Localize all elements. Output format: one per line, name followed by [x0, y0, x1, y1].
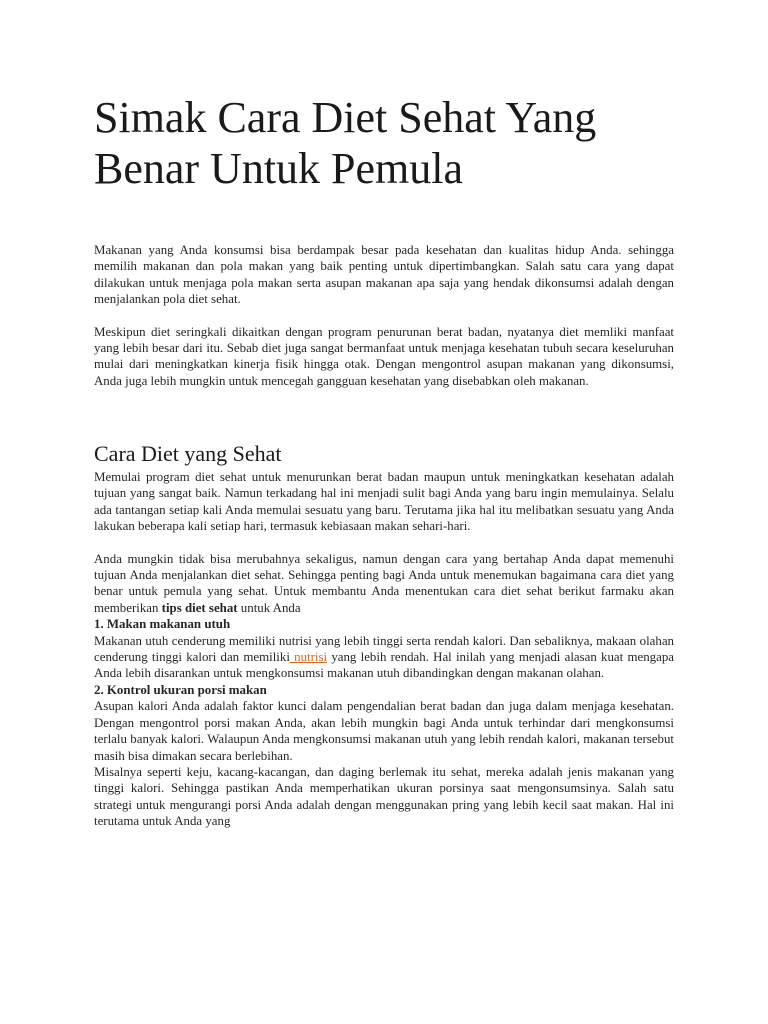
section-paragraph-2: [94, 551, 674, 617]
nutrisi-link[interactable]: nutrisi: [289, 650, 328, 665]
intro-paragraph-1: Makanan yang Anda konsumsi bisa berdampak besar pada kesehatan dan kualitas hidup Anda. sehingga memilih makanan dan pola makan yang baik penting untuk dipertimbangkan. Salah satu cara yang dapat dilakukan untuk menjaga pola makan serta asupan makanan apa saja yang hendak dikonsumsi adalah dengan menjalankan pola diet sehat.: [94, 243, 674, 307]
item-2-paragraph-2: Misalnya seperti keju, kacang-kacangan, dan daging berlemak itu sehat, mereka adalah jenis makanan yang tinggi kalori. Sehingga pastikan Anda memperhatikan ukuran porsinya saat mengonsumsinya. Salah satu strategi untuk mengurangi porsi Anda adalah dengan menggunakan pring yang lebih kecil saat makan. Hal ini terutama untuk Anda yang: [94, 764, 674, 829]
item-1-text: Makanan utuh cenderung memiliki nutrisi yang lebih tinggi serta rendah kalori. Dan sebaliknya, makaan olahan cenderung tinggi kalori dan memiliki: [94, 633, 674, 665]
item-2-heading: 2. Kontrol ukuran porsi makan: [94, 682, 267, 697]
paragraph-text: Anda mungkin tidak bisa merubahnya sekaligus, namun dengan cara yang bertahap Anda dapat memenuhi tujuan Anda menjalankan diet sehat. Sehingga penting bagi Anda untuk menemukan bagaimana cara diet yang benar untuk pemula yang sehat. Untuk membantu Anda menentukan cara diet sehat berikut farmaku akan memberikan: [94, 551, 674, 615]
section-paragraph-1: Memulai program diet sehat untuk menurunkan berat badan maupun untuk meningkatkan kesehatan adalah tujuan yang sangat baik. Namun terkadang hal ini menjadi sulit bagi Anda yang baru ingin memulainya. Selalu ada tantangan setiap kali Anda memulai sesuatu yang baru. Terutama jika hal itu melibatkan sesuatu yang Anda lakukan beberapa kali setiap hari, termasuk kebiasaan makan sehari-hari.: [94, 470, 674, 534]
paragraph-text-end: untuk Anda: [237, 600, 301, 615]
intro-paragraph-2: Meskipun diet seringkali dikaitkan dengan program penurunan berat badan, nyatanya diet memliki manfaat yang lebih besar dari itu. Sebab diet juga sangat bermanfaat untuk menjaga kesehatan tubuh secara keseluruhan mulai dari meningkatkan kinerja fisik hingga otak. Dengan mengontrol asupan makanan yang dikonsumsi, Anda juga lebih mungkin untuk mencegah gangguan kesehatan yang disebabkan oleh makanan.: [94, 324, 674, 388]
bold-phrase: tips diet sehat: [161, 600, 238, 615]
item-1-heading: 1. Makan makanan utuh: [94, 617, 231, 632]
diet-section-body: [94, 469, 674, 830]
item-1-paragraph: [94, 633, 674, 682]
intro-section: [94, 242, 674, 389]
item-2-paragraph-1: Asupan kalori Anda adalah faktor kunci dalam pengendalian berat badan dan juga dalam menjaga kesehatan. Dengan mengontrol porsi makan Anda, akan lebih mungkin bagi Anda untuk terhindar dari mengkonsumsi terlalu banyak kalori. Walaupun Anda mengkonsumsi makanan utuh yang lebih rendah kalori, makanan tersebut masih bisa dimakan secara berlebihan.: [94, 699, 674, 763]
section-heading: Cara Diet yang Sehat: [94, 441, 282, 466]
page-title: Simak Cara Diet Sehat Yang Benar Untuk Pemula: [94, 93, 597, 193]
item-1-text-end: yang lebih rendah. Hal inilah yang menjadi alasan kuat mengapa Anda lebih disarankan untuk mengkonsumsi makanan utuh dibandingkan dengan makanan olahan.: [94, 650, 674, 681]
